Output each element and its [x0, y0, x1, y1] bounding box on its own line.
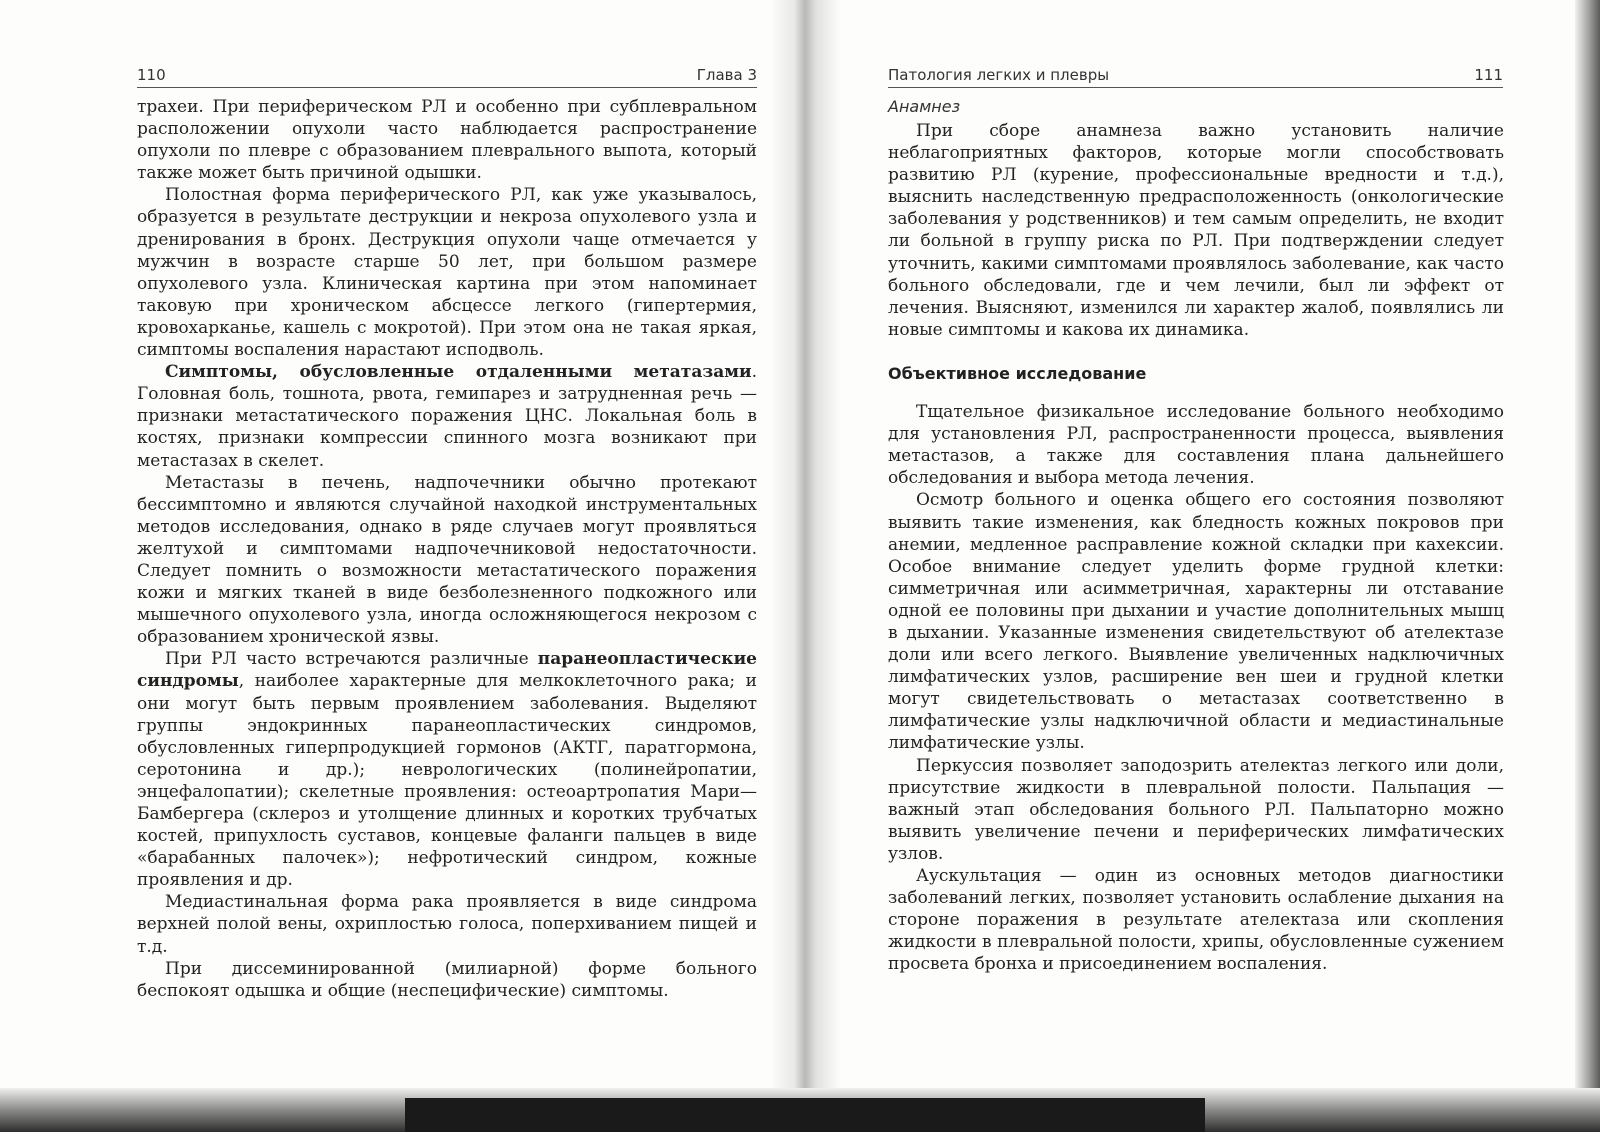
- paragraph: [137, 472, 757, 649]
- run-in-heading: Симптомы, обусловленные отдаленными метатазами: [165, 362, 752, 383]
- left-page-number: 110: [137, 66, 166, 84]
- book-gutter: [770, 0, 840, 1132]
- paragraph: [137, 648, 757, 891]
- paragraph-text: Тщательное физикальное исследование больного необходимо для установления РЛ, распространенности процесса, выявления метастазов, а также для составления плана дальнейшего обследования и выбора метода лечения.: [888, 402, 1504, 489]
- paragraph: [137, 96, 757, 184]
- paragraph: [888, 865, 1504, 975]
- paragraph-text: трахеи. При периферическом РЛ и особенно при субплевральном расположении опухоли часто наблюдается распространение опухоли по плевре с образованием плеврального выпота, который также может быть причиной одышки.: [137, 97, 757, 184]
- right-running-header: [888, 60, 1503, 88]
- left-running-head: Глава 3: [696, 66, 757, 84]
- paragraph-text: . Головная боль, тошнота, рвота, гемипарез и затрудненная речь — признаки метастатического поражения ЦНС. Локальная боль в костях, признаки компрессии спинного мозга возникают при метастазах в скелет.: [137, 362, 757, 471]
- paragraph-text: Полостная форма периферического РЛ, как уже указывалось, образуется в результате деструкции и некроза опухолевого узла и дренирования в бронх. Деструкция опухоли чаще отмечается у мужчин в возрасте старше 50 лет, при большом размере опухолевого узла. Клиническая картина при этом напоминает таковую при хроническом абсцессе легкого (гипертермия, кровохарканье, кашель с мокротой). При этом она не такая яркая, симптомы воспаления нарастают исподволь.: [137, 185, 757, 361]
- paragraph-text: Осмотр больного и оценка общего его состояния позволяют выявить такие изменения, как бледность кожных покровов при анемии, медленное расправление кожной складки при кахексии. Особое внимание следует уделить форме грудной клетки: симметричная или асимметричная, характерны ли отставание одной ее половины при дыхании и участие дополнительных мышц в дыхании. Указанные изменения свидетельствуют об ателектазе доли или всего легкого. Выявление увеличенных надключичных лимфатических узлов, расширение вен шеи и грудной клетки могут свидетельствовать о метастазах соответственно в лимфатические узлы надключичной области и медиастинальные лимфатические узлы.: [888, 490, 1504, 754]
- paragraph: [888, 401, 1504, 489]
- right-running-head: Патология легких и плевры: [888, 66, 1110, 84]
- paragraph-text: При сборе анамнеза важно установить наличие неблагоприятных факторов, которые могли способствовать развитию РЛ (курение, профессиональные вредности и т.д.), выяснить наследственную предрасположенность (онкологические заболевания у родственников) и тем самым определить, не входит ли больной в группу риска по РЛ. При подтверждении следует уточнить, какими симптомами проявлялось заболевание, как часто больного обследовали, где и чем лечили, был ли эффект от лечения. Выясняют, изменился ли характер жалоб, появлялись ли новые симптомы и какова их динамика.: [888, 121, 1504, 340]
- left-text-column: [137, 96, 757, 1002]
- paragraph: [137, 184, 757, 361]
- paragraph-text: Метастазы в печень, надпочечники обычно протекают бессимптомно и являются случайной находкой инструментальных методов исследования, однако в ряде случаев могут проявляться желтухой и симптомами надпочечниковой недостаточности. Следует помнить о возможности метастатического поражения кожи и мягких тканей в виде безболезненного подкожного или мышечного опухолевого узла, иногда осложняющегося некрозом с образованием хронической язвы.: [137, 472, 757, 648]
- bold-term: паранеопластические синдромы: [137, 649, 757, 692]
- paragraph: [888, 120, 1504, 341]
- subsection-heading: Анамнез: [888, 97, 961, 116]
- section-heading: Объективное исследование: [888, 363, 1147, 383]
- paragraph: [888, 755, 1504, 865]
- paragraph: [137, 891, 757, 957]
- right-page-number: 111: [1474, 66, 1503, 84]
- paragraph-text: , наиболее характерные для мелкоклеточного рака; и они могут быть первым проявлением заболевания. Выделяют группы эндокринных паранеопластических синдромов, обусловленных гиперпродукцией гормонов (АКТГ, паратгормона, серотонина и др.); неврологических (полинейропатии, энцефалопатии); скелетные проявления: остеоартропатия Мари—Бамбергера (склероз и утолщение длинных и коротких трубчатых костей, припухлость суставов, концевые фаланги пальцев в виде «барабанных палочек»); нефротический синдром, кожные проявления и др.: [137, 671, 757, 891]
- left-running-header: [137, 60, 757, 88]
- page-edge-shadow: [1575, 0, 1600, 1132]
- scanner-edge: [405, 1098, 1205, 1132]
- paragraph-text: Медиастинальная форма рака проявляется в виде синдрома верхней полой вены, охриплостью голоса, поперхиванием пищей и т.д.: [137, 892, 757, 957]
- paragraph-text: При диссеминированной (милиарной) форме больного беспокоят одышка и общие (неспецифические) симптомы.: [137, 958, 757, 1001]
- paragraph: [137, 958, 757, 1002]
- paragraph-text: Перкуссия позволяет заподозрить ателектаз легкого или доли, присутствие жидкости в плевральной полости. Пальпация — важный этап обследования больного РЛ. Пальпаторно можно выявить увеличение печени и периферических лимфатических узлов.: [888, 755, 1504, 864]
- paragraph: [888, 489, 1504, 754]
- paragraph-text: Аускультация — один из основных методов диагностики заболеваний легких, позволяет установить ослабление дыхания на стороне поражения в результате ателектаза или скопления жидкости в плевральной полости, хрипы, обусловленные сужением просвета бронха и присоединением воспаления.: [888, 866, 1504, 975]
- paragraph: [137, 361, 757, 471]
- paragraph-text: При РЛ часто встречаются различные: [165, 649, 538, 670]
- right-text-column: [888, 96, 1504, 975]
